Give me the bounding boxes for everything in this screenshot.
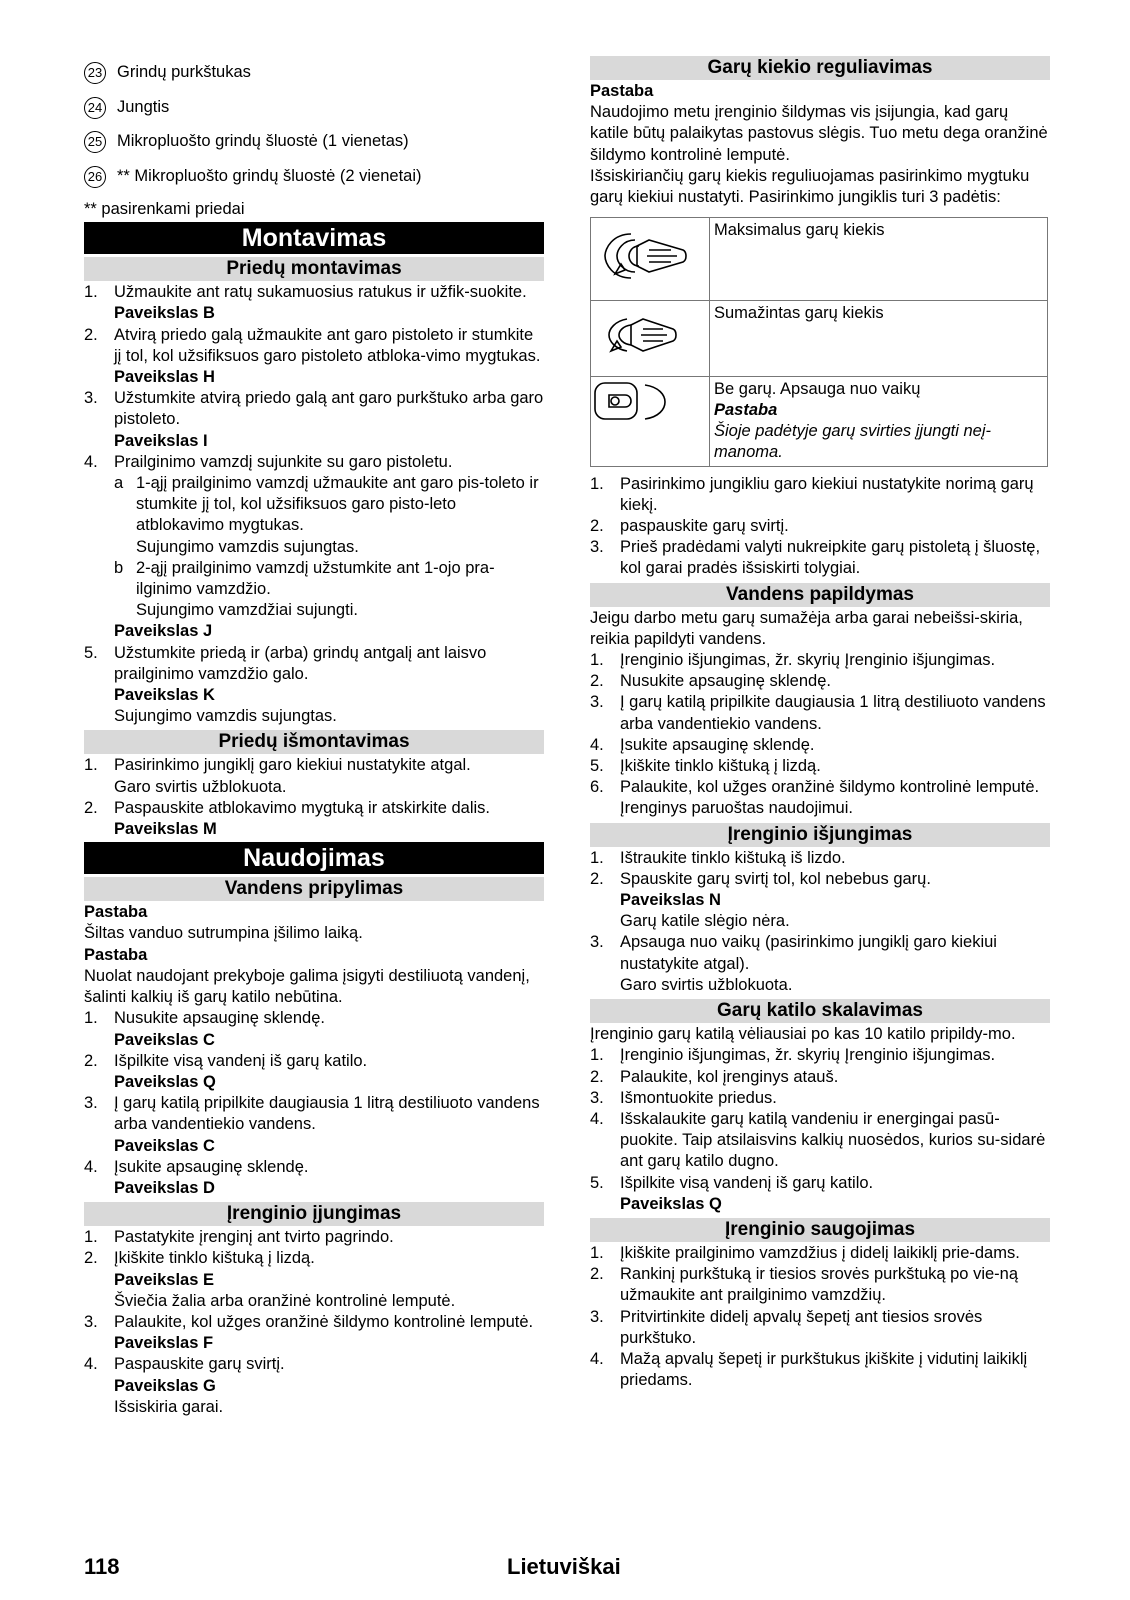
subsection-title: Priedų išmontavimas: [84, 730, 544, 754]
list-item: 3. Prieš pradėdami valyti nukreipkite garų pistoletą į šluostę, kol garai pradės išsiskirti tolygiai.: [590, 538, 1041, 578]
part-label: Mikropluošto grindų šluostė (1 vienetas): [117, 132, 409, 151]
figure-ref: Paveikslas C: [114, 1136, 215, 1155]
list-item: 1. Nusukite apsauginę sklendę.: [84, 1009, 325, 1028]
figure-ref: Paveikslas K: [114, 686, 215, 705]
list-item: 1. Ištraukite tinklo kištuką iš lizdo.: [590, 848, 846, 867]
list-item: 4. Mažą apvalų šepetį ir purkštukus įkiškite į vidutinį laikiklį priedams.: [590, 1349, 1028, 1390]
list-item: 2. Paspauskite atblokavimo mygtuką ir atskirkite dalis.: [84, 798, 490, 817]
result-text: Garo svirtis užblokuota.: [620, 975, 793, 994]
list-item: 3. Išmontuokite priedus.: [590, 1088, 777, 1107]
intro-text: Jeigu darbo metu garų sumažėja arba garai nebeišsi-skiria, reikia papildyti vandens.: [590, 608, 1023, 648]
subsection-title: Įrenginio išjungimas: [590, 823, 1050, 847]
parts-list-item: [84, 62, 544, 84]
steam-setting-table: [590, 217, 1048, 466]
sub-list-item: b 2-ąjį prailginimo vamzdį užstumkite ant 1-ojo pra-ilginimo vamzdžio.: [114, 558, 495, 599]
intro-text: Įrenginio garų katilą vėliausiai po kas 10 katilo pripildy-mo.: [590, 1025, 1016, 1044]
subsection-title: Įrenginio įjungimas: [84, 1202, 544, 1226]
part-number: 25: [84, 131, 106, 153]
part-number: 24: [84, 97, 106, 119]
max-steam-icon: [591, 218, 710, 301]
table-row: [591, 376, 1048, 466]
note-text: Naudojimo metu įrenginio šildymas vis įsijungia, kad garų katile būtų palaikytas pastovus slėgis. Tuo metu dega oranžinė šildymo kontrolinė lemputė.: [590, 103, 1048, 164]
part-label: Jungtis: [117, 97, 170, 116]
list-item: 4. Prailginimo vamzdį sujunkite su garo pistoletu.: [84, 452, 453, 471]
list-item: 2. Išpilkite visą vandenį iš garų katilo.: [84, 1051, 368, 1070]
subsection-title: Vandens papildymas: [590, 583, 1050, 607]
subsection-title: Įrenginio saugojimas: [590, 1218, 1050, 1242]
subsection-title: Garų kiekio reguliavimas: [590, 56, 1050, 80]
table-cell: [710, 376, 1048, 466]
part-number: 23: [84, 62, 106, 84]
figure-ref: Paveikslas I: [114, 431, 208, 450]
result-text: Įrenginys paruoštas naudojimui.: [620, 799, 853, 818]
sub-list-item: a 1-ąjį prailginimo vamzdį užmaukite ant garo pis-toleto ir stumkite jį tol, kol užsifiksuos garo pisto-leto atblokavimo mygtukas.: [114, 474, 539, 535]
list-item: 3. Į garų katilą pripilkite daugiausia 1 litrą destiliuoto vandens arba vandentiekio vandens.: [84, 1094, 540, 1134]
result-text: Sujungimo vamzdis sujungtas.: [136, 537, 359, 556]
footer-language: Lietuviškai: [507, 1554, 621, 1579]
figure-ref: Paveikslas E: [114, 1270, 214, 1289]
note-label: Pastaba: [590, 82, 654, 100]
list-item: 1. Pastatykite įrenginį ant tvirto pagrindo.: [84, 1228, 394, 1247]
list-item: 3. Palaukite, kol užges oranžinė šildymo kontrolinė lemputė.: [84, 1312, 534, 1331]
result-text: Šviečia žalia arba oranžinė kontrolinė lemputė.: [114, 1291, 456, 1310]
list-item: 2. Atvirą priedo galą užmaukite ant garo pistoleto ir stumkite jį tol, kol užsifiksuos garo pistoleto atbloka-vimo mygtukas.: [84, 325, 541, 365]
page-number: 118: [84, 1554, 120, 1579]
figure-ref: Paveikslas F: [114, 1334, 214, 1353]
table-row: [591, 301, 1048, 376]
subsection-title: Vandens pripylimas: [84, 877, 544, 901]
figure-ref: Paveikslas N: [620, 891, 721, 910]
figure-ref: Paveikslas G: [114, 1376, 216, 1395]
optional-note: ** pasirenkami priedai: [84, 200, 245, 218]
list-item: 1. Įkiškite prailginimo vamzdžius į didelį laikiklį prie-dams.: [590, 1243, 1020, 1262]
parts-list-item: [84, 97, 544, 119]
table-row: [591, 218, 1048, 301]
list-item: 4. Įsukite apsauginę sklendę.: [84, 1157, 309, 1176]
list-item: 3. Užstumkite atvirą priedo galą ant garo purkštuko arba garo pistoleto.: [84, 389, 544, 429]
note-text: Šiltas vanduo sutrumpina įšilimo laiką.: [84, 924, 363, 943]
list-item: 1. Užmaukite ant ratų sukamuosius ratukus ir užfik-suokite.: [84, 283, 527, 302]
list-item: 6. Palaukite, kol užges oranžinė šildymo kontrolinė lemputė.: [590, 778, 1040, 797]
intro-text: Išsiskiriančių garų kiekis reguliuojamas pasirinkimo mygtuku garų kiekiui nustatyti. Pasirinkimo jungiklis turi 3 padėtis:: [590, 166, 1030, 207]
list-item: 4. Įsukite apsauginę sklendę.: [590, 735, 815, 754]
table-cell: [710, 218, 1048, 301]
result-text: Sujungimo vamzdis sujungtas.: [114, 707, 337, 726]
figure-ref: Paveikslas J: [114, 622, 213, 641]
list-item: 2. paspauskite garų svirtį.: [590, 517, 789, 536]
right-column: [590, 56, 1050, 1391]
result-text: Garų katile slėgio nėra.: [620, 912, 790, 931]
list-item: 2. Rankinį purkštuką ir tiesios srovės purkštuką po vie-ną užmaukite ant prailginimo vamzdžių.: [590, 1265, 1019, 1305]
part-label: Grindų purkštukas: [117, 63, 251, 82]
setting-label: Maksimalus garų kiekis: [714, 221, 885, 240]
list-item: 4. Paspauskite garų svirtį.: [84, 1355, 285, 1374]
list-item: 2. Nusukite apsauginę sklendę.: [590, 672, 831, 691]
section-title: Naudojimas: [84, 842, 544, 874]
note-label: Pastaba: [84, 903, 148, 922]
figure-ref: Paveikslas H: [114, 368, 215, 387]
left-column: [84, 62, 544, 1418]
list-item: 3. Apsauga nuo vaikų (pasirinkimo jungiklį garo kiekiui nustatykite atgal).: [590, 933, 997, 973]
reduced-steam-icon: [591, 301, 710, 376]
list-item: 2. Įkiškite tinklo kištuką į lizdą.: [84, 1249, 315, 1268]
figure-ref: Paveikslas B: [114, 304, 215, 323]
figure-ref: Paveikslas D: [114, 1178, 215, 1197]
note-label: Pastaba: [84, 945, 148, 964]
figure-ref: Paveikslas M: [114, 820, 217, 839]
list-item: 1. Įrenginio išjungimas, žr. skyrių Įrenginio išjungimas.: [590, 651, 996, 670]
part-label: ** Mikropluošto grindų šluostė (2 vienetai): [117, 166, 422, 185]
parts-list-item: [84, 131, 544, 153]
result-text: Sujungimo vamzdžiai sujungti.: [136, 601, 358, 620]
figure-ref: Paveikslas C: [114, 1030, 215, 1049]
note-text: Šioje padėtyje garų svirties įjungti neį-manoma.: [714, 422, 991, 462]
list-item: 5. Išpilkite visą vandenį iš garų katilo.: [590, 1173, 874, 1192]
setting-label: Sumažintas garų kiekis: [714, 304, 884, 323]
note-text: Nuolat naudojant prekyboje galima įsigyti destiliuotą vandenį, šalinti kalkių iš garų katilo nebūtina.: [84, 966, 530, 1007]
parts-list-item: [84, 166, 544, 188]
figure-ref: Paveikslas Q: [620, 1194, 722, 1213]
table-cell: [710, 301, 1048, 376]
list-item: 2. Palaukite, kol įrenginys atauš.: [590, 1067, 839, 1086]
list-item: 1. Pasirinkimo jungikliu garo kiekiui nustatykite norimą garų kiekį.: [590, 474, 1034, 514]
list-item: 5. Užstumkite priedą ir (arba) grindų antgalį ant laisvo prailginimo vamzdžio galo.: [84, 643, 487, 683]
list-item: 3. Pritvirtinkite didelį apvalų šepetį ant tiesios srovės purkštuko.: [590, 1307, 983, 1347]
subsection-title: Garų katilo skalavimas: [590, 999, 1050, 1023]
note-label: Pastaba: [714, 400, 778, 419]
list-item: 4. Išskalaukite garų katilą vandeniu ir energingai pasū-puokite. Taip atsilaisvins kalkių nuosėdos, kurios su-sidarė ant garų katilo dugno.: [590, 1109, 1046, 1171]
list-item: 2. Spauskite garų svirtį tol, kol nebebus garų.: [590, 869, 931, 888]
section-title: Montavimas: [84, 222, 544, 254]
list-item: 1. Įrenginio išjungimas, žr. skyrių Įrenginio išjungimas.: [590, 1046, 996, 1065]
result-text: Išsiskiria garai.: [114, 1397, 224, 1416]
no-steam-child-lock-icon: [591, 376, 710, 466]
list-item: 5. Įkiškite tinklo kištuką į lizdą.: [590, 757, 821, 776]
list-item: 3. Į garų katilą pripilkite daugiausia 1 litrą destiliuoto vandens arba vandentiekio vandens.: [590, 693, 1046, 733]
setting-label: Be garų. Apsauga nuo vaikų: [714, 379, 921, 398]
figure-ref: Paveikslas Q: [114, 1072, 216, 1091]
list-item: 1. Pasirinkimo jungiklį garo kiekiui nustatykite atgal.: [84, 756, 471, 775]
result-text: Garo svirtis užblokuota.: [114, 777, 287, 796]
part-number: 26: [84, 166, 106, 188]
subsection-title: Priedų montavimas: [84, 257, 544, 281]
